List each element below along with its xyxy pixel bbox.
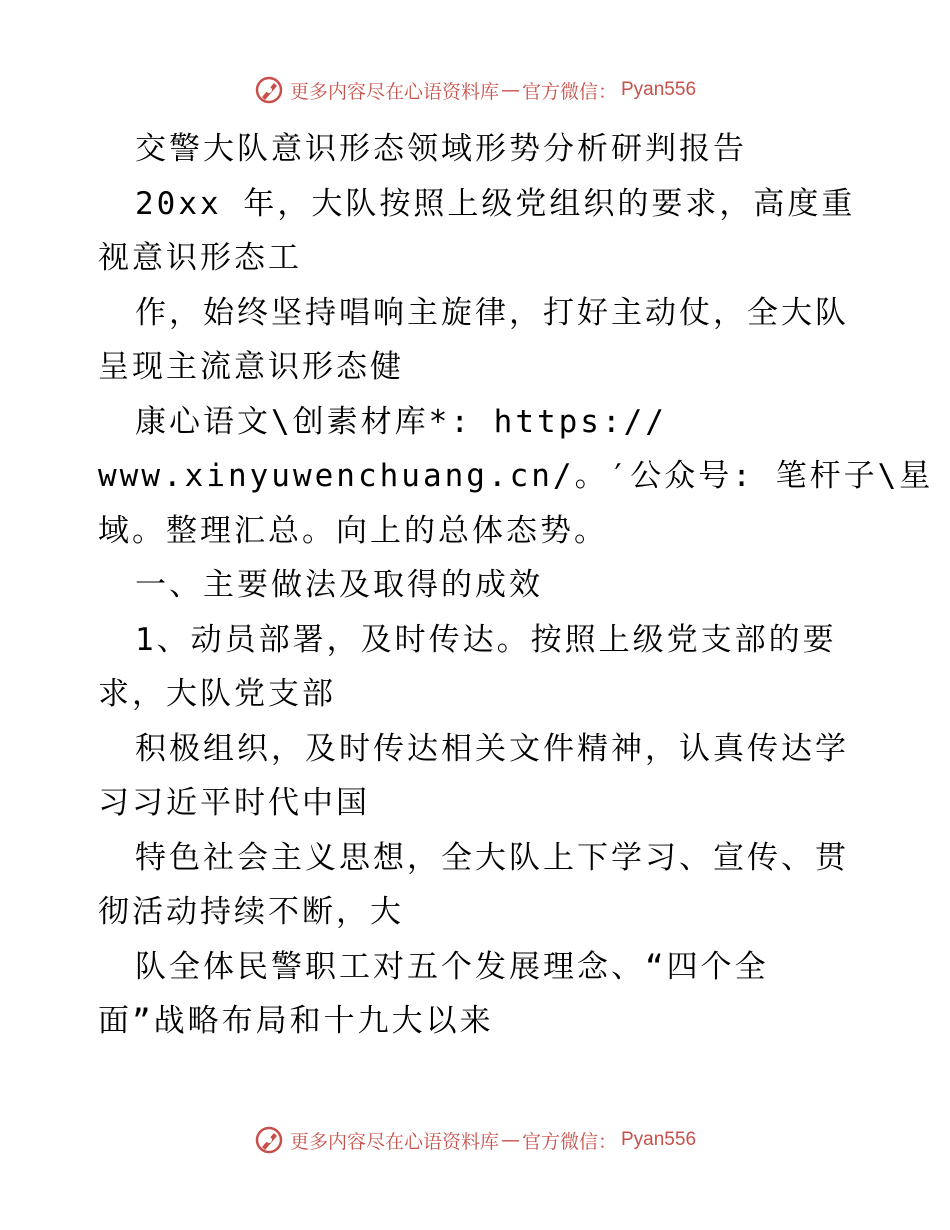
text-line: 习习近平时代中国: [98, 785, 370, 821]
text-line: www.xinyuwenchuang.cn/。′公众号: 笔杆子\星: [98, 458, 934, 494]
text-line: 一、主要做法及取得的成效: [135, 567, 543, 603]
watermark-banner-top: [0, 70, 950, 110]
text-line: 康心语文\创素材库*: https://: [135, 403, 667, 440]
text-line: 彻活动持续不断，大: [98, 894, 404, 930]
text-line: 1、动员部署，及时传达。按照上级党支部的要: [135, 621, 837, 658]
watermark-text: 更多内容尽在心语资料库: [289, 1130, 499, 1153]
document-body: [98, 122, 934, 1049]
watermark-separator: —: [500, 79, 520, 101]
text-line: 求，大队党支部: [98, 676, 336, 712]
text-line: 积极组织，及时传达相关文件精神，认真传达学: [135, 730, 849, 767]
watermark-wechat-label: 官方微信：: [521, 80, 617, 103]
watermark-text: 更多内容尽在心语资料库: [289, 80, 499, 103]
watermark-wechat-label: 官方微信：: [521, 1130, 617, 1153]
watermark-banner-bottom: [0, 1120, 950, 1160]
text-line: 面”战略布局和十九大以来: [98, 1003, 494, 1039]
watermark-wechat-id: Pyan556: [621, 79, 697, 100]
text-line: 域。整理汇总。向上的总体态势。: [98, 512, 608, 549]
pen-seal-icon: [254, 1125, 284, 1155]
text-line: 特色社会主义思想，全大队上下学习、宣传、贯: [135, 839, 849, 876]
watermark-separator: —: [500, 1129, 520, 1151]
text-line: 队全体民警职工对五个发展理念、“四个全: [135, 948, 769, 985]
text-line: 视意识形态工: [98, 240, 302, 276]
watermark-wechat-id: Pyan556: [621, 1129, 697, 1150]
text-line: 作，始终坚持唱响主旋律，打好主动仗，全大队: [135, 294, 849, 331]
pen-seal-icon: [254, 75, 284, 105]
text-line: 20xx 年，大队按照上级党组织的要求，高度重: [135, 185, 856, 222]
text-line: 呈现主流意识形态健: [98, 349, 404, 385]
document-title: 交警大队意识形态领域形势分析研判报告: [135, 131, 747, 167]
